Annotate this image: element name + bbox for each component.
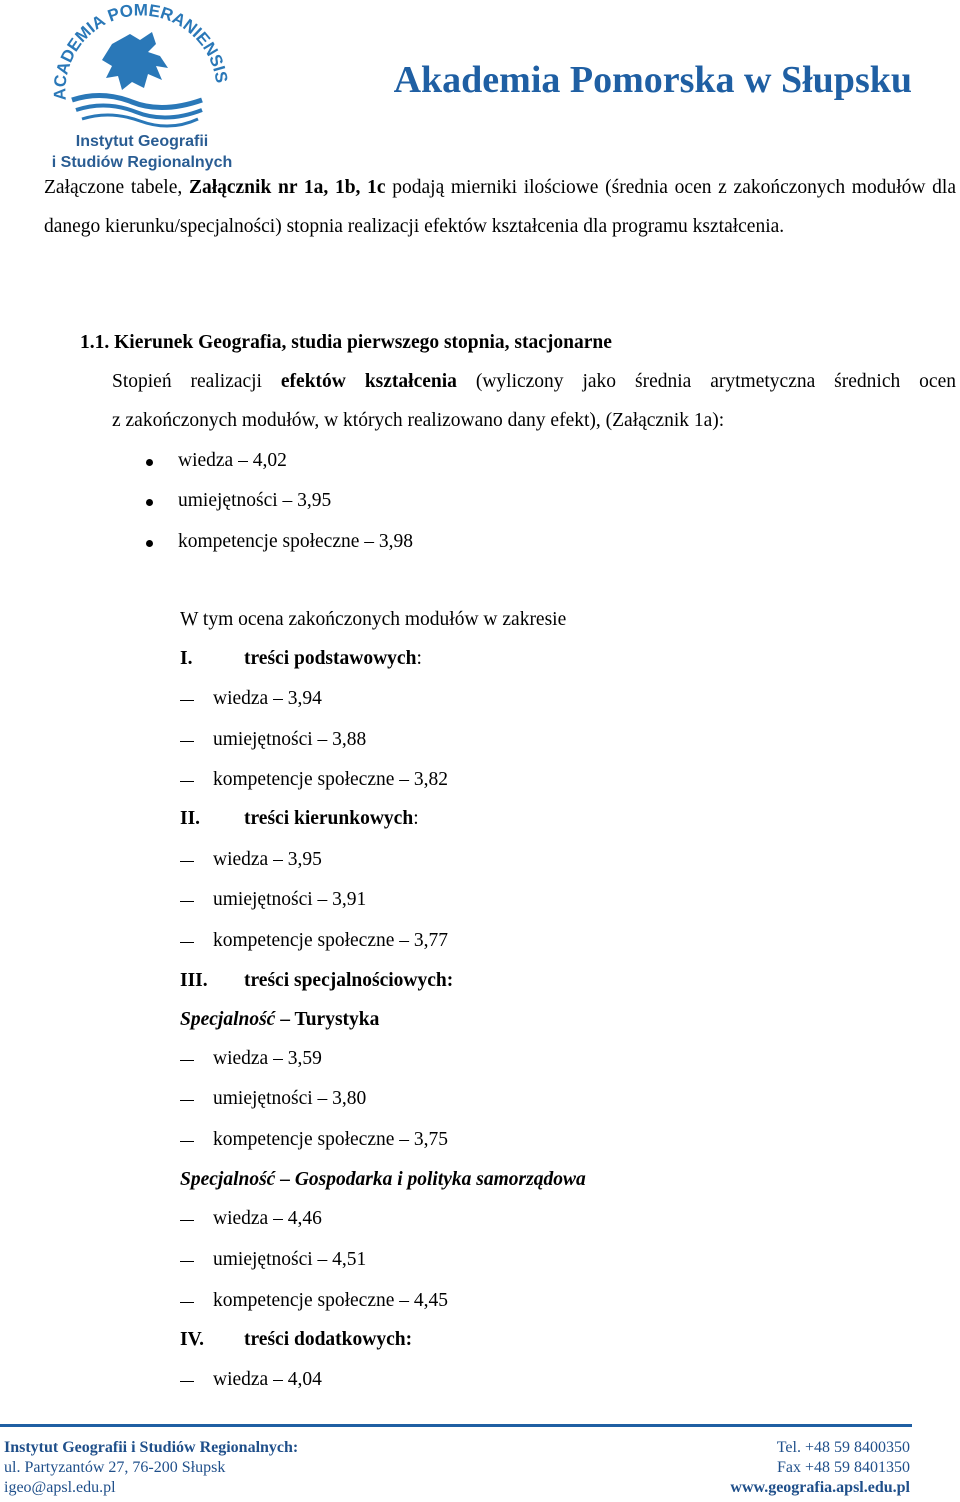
dash-icon <box>180 1302 194 1303</box>
section-line-1-bold: efektów kształcenia <box>280 371 457 392</box>
group-suffix: : <box>413 808 419 829</box>
footer-institute-name: Instytut Geografii i Studiów Regionalnych: <box>4 1439 299 1456</box>
list-item: umiejętności – 3,91 <box>213 889 367 910</box>
intro-bold-annex: Załącznik nr 1a, 1b, 1c <box>188 177 386 198</box>
dash-icon <box>180 901 194 902</box>
bullet-item: umiejętności – 3,95 <box>178 490 332 511</box>
list-item: kompetencje społeczne – 3,82 <box>213 769 448 790</box>
list-item: kompetencje społeczne – 4,45 <box>213 1290 448 1311</box>
griffin-emblem-icon <box>52 4 232 172</box>
section-heading: 1.1. Kierunek Geografia, studia pierwszego stopnia, stacjonarne <box>80 332 612 353</box>
group-label: treści specjalnościowych: <box>244 970 454 991</box>
bullet-dot-icon <box>146 540 153 547</box>
footer-fax: Fax +48 59 8401350 <box>776 1459 910 1476</box>
list-item: wiedza – 3,94 <box>213 688 322 709</box>
intro-text-1: Załączone tabele, <box>44 177 189 198</box>
dash-icon <box>180 741 194 742</box>
subsection-intro: W tym ocena zakończonych modułów w zakresie <box>180 609 567 630</box>
bullet-dot-icon <box>146 459 153 466</box>
footer-contact-left <box>4 1438 298 1498</box>
group-suffix: : <box>416 648 422 669</box>
dash-icon <box>180 781 194 782</box>
list-item: wiedza – 4,04 <box>213 1369 322 1390</box>
list-item: kompetencje społeczne – 3,75 <box>213 1129 448 1150</box>
dash-icon <box>180 861 194 862</box>
group-numeral: I. <box>180 648 193 669</box>
group-label: treści kierunkowych <box>244 808 414 829</box>
list-item: umiejętności – 4,51 <box>213 1249 367 1270</box>
group-heading <box>244 648 422 670</box>
dash-icon <box>180 1381 194 1382</box>
intro-paragraph <box>44 168 956 246</box>
footer-phone: Tel. +48 59 8400350 <box>776 1439 910 1456</box>
group-label: treści dodatkowych: <box>244 1329 413 1350</box>
footer-email-link[interactable]: igeo@apsl.edu.pl <box>4 1479 116 1496</box>
dash-icon <box>180 700 194 701</box>
group-numeral: III. <box>180 970 208 991</box>
list-item: wiedza – 3,59 <box>213 1048 322 1069</box>
list-item: kompetencje społeczne – 3,77 <box>213 930 448 951</box>
group-heading <box>244 808 419 830</box>
dash-icon <box>180 1100 194 1101</box>
specialty-word: Specjalność <box>180 1009 276 1030</box>
institute-logo <box>52 4 232 172</box>
bullet-item: wiedza – 4,02 <box>178 450 287 471</box>
bullet-item: kompetencje społeczne – 3,98 <box>178 531 413 552</box>
specialty-name: – Turystyka <box>275 1009 380 1030</box>
dash-icon <box>180 1060 194 1061</box>
logo-line-1: Instytut Geografii <box>75 133 209 150</box>
footer-website-link[interactable]: www.geografia.apsl.edu.pl <box>730 1479 910 1496</box>
footer-divider <box>0 1424 912 1427</box>
dash-icon <box>180 1220 194 1221</box>
list-item: wiedza – 4,46 <box>213 1208 322 1229</box>
group-numeral: IV. <box>180 1329 205 1350</box>
dash-icon <box>180 942 194 943</box>
logo-line-2: i Studiów Regionalnych <box>52 154 232 171</box>
dash-icon <box>180 1261 194 1262</box>
footer-address: ul. Partyzantów 27, 76-200 Słupsk <box>4 1459 226 1476</box>
page-title: Akademia Pomorska w Słupsku <box>393 59 912 101</box>
section-line-2: z zakończonych modułów, w których realizowano dany efekt), (Załącznik 1a): <box>112 410 725 431</box>
list-item: umiejętności – 3,88 <box>213 729 367 750</box>
section-line-1-text-b: (wyliczony jako średnia arytmetyczna średnich ocen <box>456 371 956 392</box>
dash-icon <box>180 1141 194 1142</box>
bullet-dot-icon <box>146 499 153 506</box>
section-line-1 <box>112 371 956 393</box>
group-numeral: II. <box>180 808 201 829</box>
list-item: wiedza – 3,95 <box>213 849 322 870</box>
specialty-heading: Specjalność – Gospodarka i polityka samorządowa <box>180 1169 586 1190</box>
logo-arc-text: ACADEMIA POMERANIENSIS <box>52 4 232 101</box>
intro-text-2: podają mierniki ilościowe (średnia ocen z zakończonych modułów dla danego kierunku/specjalności) stopnia realizacji efektów kształcenia dla programu kształcenia. <box>44 177 956 237</box>
list-item: umiejętności – 3,80 <box>213 1088 367 1109</box>
specialty-heading <box>180 1009 379 1031</box>
group-label: treści podstawowych <box>244 648 417 669</box>
footer-contact-right <box>600 1438 910 1498</box>
section-line-1-text-a: Stopień realizacji <box>112 371 281 392</box>
